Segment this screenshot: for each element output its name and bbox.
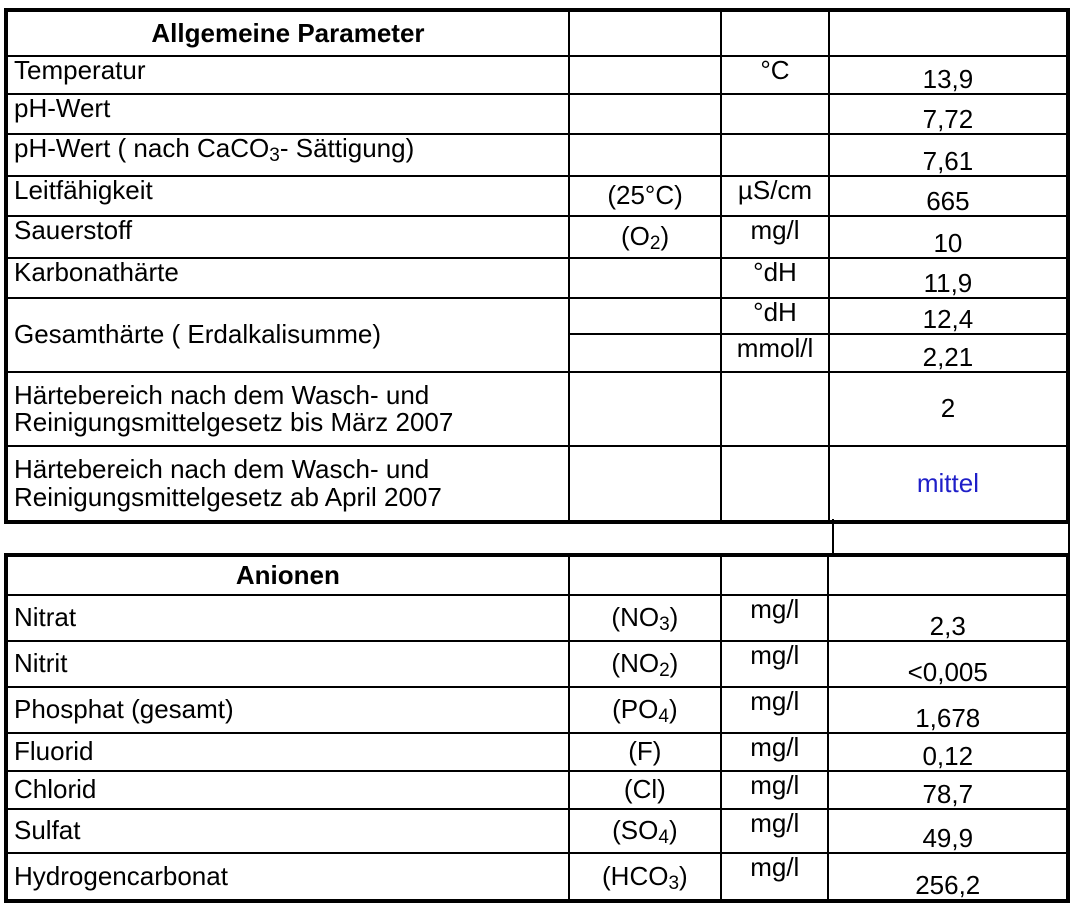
- table-row: [6, 771, 1068, 809]
- parameter-name: Temperatur: [6, 56, 569, 94]
- parameter-value: 12,4: [829, 298, 1068, 334]
- empty-cell: [721, 555, 828, 595]
- anion-unit: mg/l: [721, 853, 828, 901]
- anion-unit: mg/l: [721, 733, 828, 771]
- anion-value: 0,12: [828, 733, 1068, 771]
- anion-symbol: (Cl): [569, 771, 721, 809]
- parameter-unit: [721, 134, 829, 176]
- anion-unit: mg/l: [721, 687, 828, 733]
- anion-symbol: [569, 595, 721, 641]
- anion-name: Phosphat (gesamt): [6, 687, 569, 733]
- anion-value: 1,678: [828, 687, 1068, 733]
- subscript: 4: [658, 706, 669, 728]
- table-header-row: [6, 555, 1068, 595]
- anion-symbol: [569, 853, 721, 901]
- symbol-text: (HCO: [602, 860, 669, 891]
- parameter-unit: °C: [721, 56, 829, 94]
- table-row: [6, 372, 1068, 446]
- table-row: [6, 853, 1068, 901]
- anion-value: 78,7: [828, 771, 1068, 809]
- anion-name: Hydrogencarbonat: [6, 853, 569, 901]
- anion-value: 2,3: [828, 595, 1068, 641]
- table-row: [6, 641, 1068, 687]
- empty-cell: [569, 334, 721, 372]
- empty-cell: [828, 555, 1068, 595]
- parameter-value: 2: [829, 372, 1068, 446]
- parameter-value: 7,72: [829, 94, 1068, 134]
- parameter-value: 10: [829, 216, 1068, 258]
- table-row: [6, 176, 1068, 216]
- anions-table: [4, 553, 1070, 903]
- spacer-cell: [832, 519, 1070, 553]
- anion-value: 49,9: [828, 809, 1068, 853]
- parameter-symbol: [569, 56, 721, 94]
- anion-name: Chlorid: [6, 771, 569, 809]
- parameter-name: Gesamthärte ( Erdalkalisumme): [6, 298, 569, 372]
- table-row: [6, 258, 1068, 298]
- symbol-text: ): [668, 694, 678, 725]
- empty-cell: [569, 555, 721, 595]
- symbol-text: (PO: [612, 694, 659, 725]
- anion-unit: mg/l: [721, 641, 828, 687]
- empty-cell: [829, 10, 1068, 56]
- empty-cell: [721, 446, 829, 522]
- general-parameters-table: [4, 8, 1070, 524]
- parameter-name: Karbonathärte: [6, 258, 569, 298]
- symbol-text: (O: [620, 221, 650, 252]
- parameter-value: mittel: [829, 446, 1068, 522]
- anion-value: <0,005: [828, 641, 1068, 687]
- parameter-unit: mmol/l: [721, 334, 829, 372]
- table-row: [6, 446, 1068, 522]
- section-header: Anionen: [6, 555, 569, 595]
- parameter-name: Leitfähigkeit: [6, 176, 569, 216]
- parameter-value: 2,21: [829, 334, 1068, 372]
- parameter-symbol: [569, 94, 721, 134]
- subscript: 2: [659, 660, 670, 682]
- anion-symbol: [569, 641, 721, 687]
- parameter-unit: [721, 94, 829, 134]
- empty-cell: [569, 372, 721, 446]
- parameter-name: [6, 446, 569, 522]
- empty-cell: [721, 10, 829, 56]
- parameter-symbol: [569, 216, 721, 258]
- symbol-text: ): [669, 648, 679, 679]
- empty-cell: [721, 372, 829, 446]
- symbol-text: ): [668, 815, 678, 846]
- parameter-unit: µS/cm: [721, 176, 829, 216]
- empty-cell: [569, 10, 721, 56]
- table-row: [6, 94, 1068, 134]
- table-row: [6, 687, 1068, 733]
- parameter-value: 11,9: [829, 258, 1068, 298]
- name-line: Härtebereich nach dem Wasch- und: [14, 454, 430, 485]
- table-row: [6, 595, 1068, 641]
- table-row: [6, 733, 1068, 771]
- parameter-symbol: (25°C): [569, 176, 721, 216]
- parameter-value: 665: [829, 176, 1068, 216]
- parameter-name: Sauerstoff: [6, 216, 569, 258]
- table-row: [6, 134, 1068, 176]
- parameter-name: [6, 372, 569, 446]
- symbol-text: (NO: [611, 648, 660, 679]
- parameter-unit: mg/l: [721, 216, 829, 258]
- symbol-text: ): [679, 860, 688, 891]
- name-line: Härtebereich nach dem Wasch- und: [14, 379, 430, 410]
- anion-unit: mg/l: [721, 595, 828, 641]
- anion-symbol: (F): [569, 733, 721, 771]
- parameter-unit: °dH: [721, 298, 829, 334]
- anion-symbol: [569, 809, 721, 853]
- anion-name: Nitrit: [6, 641, 569, 687]
- name-text: - Sättigung): [279, 134, 415, 163]
- symbol-text: ): [660, 221, 670, 252]
- table-row: [6, 216, 1068, 258]
- parameter-unit: °dH: [721, 258, 829, 298]
- subscript: 3: [269, 145, 280, 166]
- name-line: Reinigungsmittelgesetz ab April 2007: [14, 481, 442, 512]
- name-line: Reinigungsmittelgesetz bis März 2007: [14, 407, 454, 437]
- subscript: 2: [649, 233, 661, 255]
- section-header: Allgemeine Parameter: [6, 10, 569, 56]
- subscript: 3: [668, 872, 680, 894]
- table-header-row: [6, 10, 1068, 56]
- parameter-symbol: [569, 258, 721, 298]
- table-row: [6, 56, 1068, 94]
- subscript: 4: [658, 827, 669, 849]
- subscript: 3: [659, 614, 670, 636]
- parameter-symbol: [569, 134, 721, 176]
- table-row: [6, 298, 1068, 334]
- anion-symbol: [569, 687, 721, 733]
- table-row: [6, 809, 1068, 853]
- parameter-name: [6, 134, 569, 176]
- anion-unit: mg/l: [721, 809, 828, 853]
- symbol-text: ): [669, 602, 679, 633]
- anion-value: 256,2: [828, 853, 1068, 901]
- parameter-name: pH-Wert: [6, 94, 569, 134]
- anion-name: Fluorid: [6, 733, 569, 771]
- parameter-value: 7,61: [829, 134, 1068, 176]
- empty-cell: [569, 298, 721, 334]
- anion-name: Nitrat: [6, 595, 569, 641]
- symbol-text: (SO: [612, 815, 659, 846]
- anion-unit: mg/l: [721, 771, 828, 809]
- anion-name: Sulfat: [6, 809, 569, 853]
- name-text: pH-Wert ( nach CaCO: [14, 134, 270, 163]
- symbol-text: (NO: [611, 602, 660, 633]
- parameter-value: 13,9: [829, 56, 1068, 94]
- empty-cell: [569, 446, 721, 522]
